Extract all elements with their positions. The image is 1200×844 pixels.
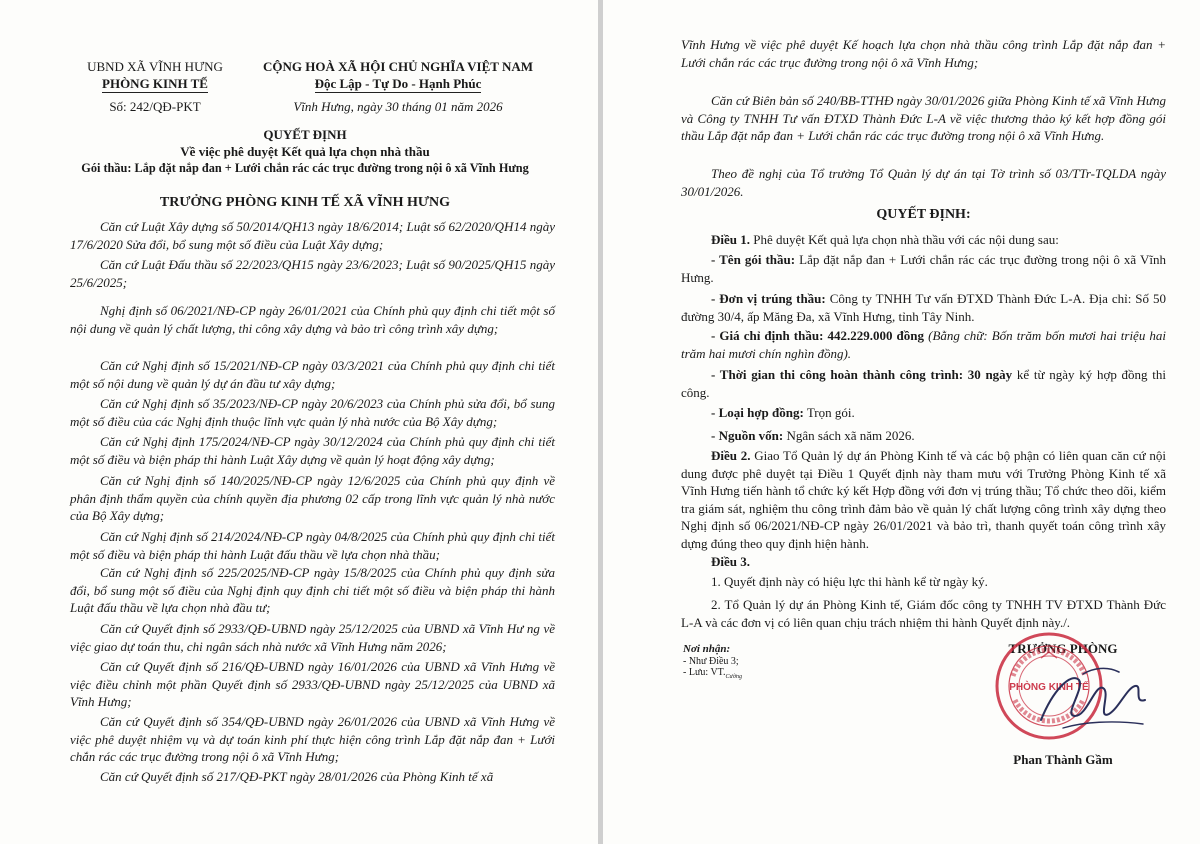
- nation-block: [248, 58, 548, 115]
- document-page-1: [0, 0, 598, 844]
- item-label: - Giá chỉ định thầu: 442.229.000 đồng: [711, 328, 925, 343]
- article-1-item: [681, 327, 1166, 362]
- item-label: - Loại hợp đồng:: [711, 405, 804, 420]
- item-text: kể từ ngày ký hợp đồng thi công.: [681, 367, 1166, 400]
- decision-heading: QUYẾT ĐỊNH:: [876, 207, 971, 222]
- item-label: - Thời gian thi công hoàn thành công trình: 30 ngày: [711, 367, 1013, 382]
- recipient-item: - Như Điều 3;: [683, 656, 739, 667]
- place-date: Vĩnh Hưng, ngày 30 tháng 01 năm 2026: [293, 99, 503, 114]
- decision-title-block: [60, 126, 550, 177]
- article-1-text: Phê duyệt Kết quả lựa chọn nhà thầu với các nội dung sau:: [753, 232, 1059, 247]
- item-text: Ngân sách xã năm 2026.: [786, 428, 915, 443]
- signer-name: Phan Thành Gầm: [1013, 752, 1113, 767]
- ground-item: Nghị định số 06/2021/NĐ-CP ngày 26/01/2021 của Chính phủ quy định chi tiết một số nội dung về quản lý chất lượng, thi công xây dựng và bảo trì công trình xây dựng;: [70, 303, 555, 336]
- article-2-text: Giao Tổ Quản lý dự án Phòng Kinh tế và các bộ phận có liên quan căn cứ nội dung được phê duyệt tại Điều 1 Quyết định này tham mưu với Trưởng Phòng Kinh tế xã Vĩnh Hưng tiến hành tổ chức ký kết Hợp đồng với đơn vị trúng thầu; Tổ chức theo dõi, kiểm tra giám sát, nghiệm thu công trình đảm bảo về quản lý chất lượng công trình xây dựng theo Nghị định số 06/2021/NĐ-CP ngày 26/01/2021 và bảo trì, thanh quyết toán công trình xây dựng đúng theo quy định hiện hành.: [681, 448, 1167, 551]
- decision-type: QUYẾT ĐỊNH: [263, 127, 347, 142]
- package-name: Gói thầu: Lắp đặt nắp đan + Lưới chắn rác các trục đường trong nội ô xã Vĩnh Hưng: [81, 161, 529, 175]
- item-text: (Bằng chữ: Bốn trăm bốn mươi hai triệu hai trăm hai mươi chín nghìn đồng).: [681, 328, 1167, 361]
- item-text: Công ty TNHH Tư vấn ĐTXD Thành Đức L-A. Địa chỉ: Số 50 đường 30/4, ấp Măng Đa, xã Vĩnh Hưng, tỉnh Tây Ninh.: [681, 291, 1166, 324]
- ground-item: Căn cứ Luật Xây dựng số 50/2014/QH13 ngày 18/6/2014; Luật số 62/2020/QH14 ngày 17/6/2020 Sửa đổi, bổ sung một số điều của Luật Xây dựng;: [70, 219, 555, 252]
- article-1-label: Điều 1.: [711, 232, 750, 247]
- ground-item: Căn cứ Quyết định số 354/QĐ-UBND ngày 26/01/2026 của UBND xã Vĩnh Hưng về việc phê duyệt nhiệm vụ và dự toán kinh phí thực hiện công trình Lắp đặt nắp đan + Lưới chắn rác các trục đường trong nội ô xã Vĩnh Hưng;: [70, 714, 555, 764]
- recipients-label: Nơi nhận:: [683, 643, 731, 655]
- item-label: - Nguồn vốn:: [711, 428, 784, 443]
- recipients-block: [683, 643, 883, 683]
- article-1-item: [681, 290, 1166, 325]
- article-2-label: Điều 2.: [711, 448, 751, 463]
- article-1-item: [681, 404, 1166, 422]
- department-name: PHÒNG KINH TẾ: [102, 76, 208, 91]
- issuer-title: TRƯỞNG PHÒNG KINH TẾ XÃ VĨNH HƯNG: [159, 195, 451, 210]
- article-1-item: [681, 251, 1166, 286]
- ground-item: Căn cứ Quyết định số 216/QĐ-UBND ngày 16/01/2026 của UBND xã Vĩnh Hưng về việc điều chỉnh một phần Quyết định số 2933/QĐ-UBND ngày 25/12/2025 của UBND xã Vĩnh Hưng;: [70, 659, 555, 709]
- ground-item: Căn cứ Quyết định số 2933/QĐ-UBND ngày 25/12/2025 của UBND xã Vĩnh Hư ng về việc giao dự toán thu, chi ngân sách nhà nước xã Vĩnh Hưng năm 2026;: [70, 621, 555, 654]
- signature-icon: [1023, 650, 1163, 750]
- item-text: Lắp đặt nắp đan + Lưới chắn rác các trục đường trong nội ô xã Vĩnh Hưng.: [681, 252, 1166, 285]
- seal-text: PHÒNG KINH TẾ: [1009, 682, 1089, 693]
- document-number: Số: 242/QĐ-PKT: [109, 99, 201, 114]
- article-1-item: [681, 427, 1166, 445]
- ground-item: Căn cứ Luật Đấu thầu số 22/2023/QH15 ngày 23/6/2023; Luật số 90/2025/QH15 ngày 25/6/2025;: [70, 257, 555, 290]
- nation-title: CỘNG HOÀ XÃ HỘI CHỦ NGHĨA VIỆT NAM: [262, 59, 534, 74]
- article-3-item: 1. Quyết định này có hiệu lực thi hành kể từ ngày ký.: [711, 574, 988, 589]
- ground-item: Căn cứ Biên bản số 240/BB-TTHĐ ngày 30/01/2026 giữa Phòng Kinh tế xã Vĩnh Hưng và Công ty TNHH Tư vấn ĐTXD Thành Đức L-A về việc thương thảo ký kết hợp đồng gói thầu Lắp đặt nắp đan + Lưới chắn rác các trục đường trong nội ô xã Vĩnh Hưng.: [681, 93, 1166, 143]
- article-1: [681, 231, 1166, 249]
- ground-item: Vĩnh Hưng về việc phê duyệt Kế hoạch lựa chọn nhà thầu công trình Lắp đặt nắp đan + Lưới chắn rác các trục đường trong nội ô xã Vĩnh Hưng;: [681, 37, 1166, 70]
- motto: Độc Lập - Tự Do - Hạnh Phúc: [314, 76, 482, 91]
- article-3-label: Điều 3.: [711, 554, 750, 569]
- ground-item: Căn cứ Nghị định số 140/2025/NĐ-CP ngày 12/6/2025 của Chính phủ quy định về phân định thẩm quyền của chính quyền địa phương 02 cấp trong lĩnh vực quản lý nhà nước của Bộ Xây dựng;: [70, 473, 555, 523]
- ground-item: Căn cứ Nghị định 175/2024/NĐ-CP ngày 30/12/2024 của Chính phủ quy định chi tiết một số điều và biện pháp thi hành Luật Xây dựng về quản lý hoạt động xây dựng;: [70, 434, 555, 467]
- recipient-item: - Lưu: $VT._{Cường}$: [683, 667, 743, 680]
- item-text: Trọn gói.: [806, 405, 855, 420]
- decision-subject: Về việc phê duyệt Kết quả lựa chọn nhà thầu: [180, 144, 430, 159]
- signer-title: TRƯỞNG PHÒNG: [1008, 641, 1118, 656]
- ground-item: Theo đề nghị của Tổ trưởng Tổ Quản lý dự án tại Tờ trình số 03/TTr-TQLDA ngày 30/01/2026.: [681, 166, 1166, 199]
- article-1-item: [681, 366, 1166, 401]
- article-3-item: 2. Tổ Quản lý dự án Phòng Kinh tế, Giám đốc công ty TNHH TV ĐTXD Thành Đức L-A và các đơn vị có liên quan chịu trách nhiệm thi hành Quyết định này./.: [681, 597, 1166, 630]
- ground-item: Căn cứ Nghị định số 35/2023/NĐ-CP ngày 20/6/2023 của Chính phủ sửa đổi, bổ sung một số điều của các Nghị định thuộc lĩnh vực quản lý nhà nước của Bộ Xây dựng;: [70, 396, 555, 429]
- ground-item: Căn cứ Nghị định số 214/2024/NĐ-CP ngày 04/8/2025 của Chính phủ quy định chi tiết một số điều và biện pháp thi hành Luật đấu thầu về lựa chọn nhà thầu;: [70, 529, 555, 562]
- recipient-note: Cường: [725, 674, 743, 680]
- ground-item: Căn cứ Nghị định số 15/2021/NĐ-CP ngày 03/3/2021 của Chính phủ quy định chi tiết một số nội dung về quản lý dự án đầu tư xây dựng;: [70, 358, 555, 391]
- ground-item: Căn cứ Quyết định số 217/QĐ-PKT ngày 28/01/2026 của Phòng Kinh tế xã: [100, 769, 494, 784]
- document-page-2: [603, 0, 1200, 844]
- authority-block: [70, 58, 240, 115]
- article-2: [681, 447, 1166, 552]
- item-label: - Tên gói thầu:: [711, 252, 796, 267]
- authority-name: UBND XÃ VĨNH HƯNG: [87, 59, 223, 74]
- ground-item: Căn cứ Nghị định số 225/2025/NĐ-CP ngày 15/8/2025 của Chính phủ quy định sửa đổi, bổ sung một số điều của Nghị định quy định chi tiết một số điều và biện pháp thi hành Luật đấu thầu về lựa chọn nhà đầu tư;: [70, 565, 555, 615]
- item-label: - Đơn vị trúng thầu:: [711, 291, 826, 306]
